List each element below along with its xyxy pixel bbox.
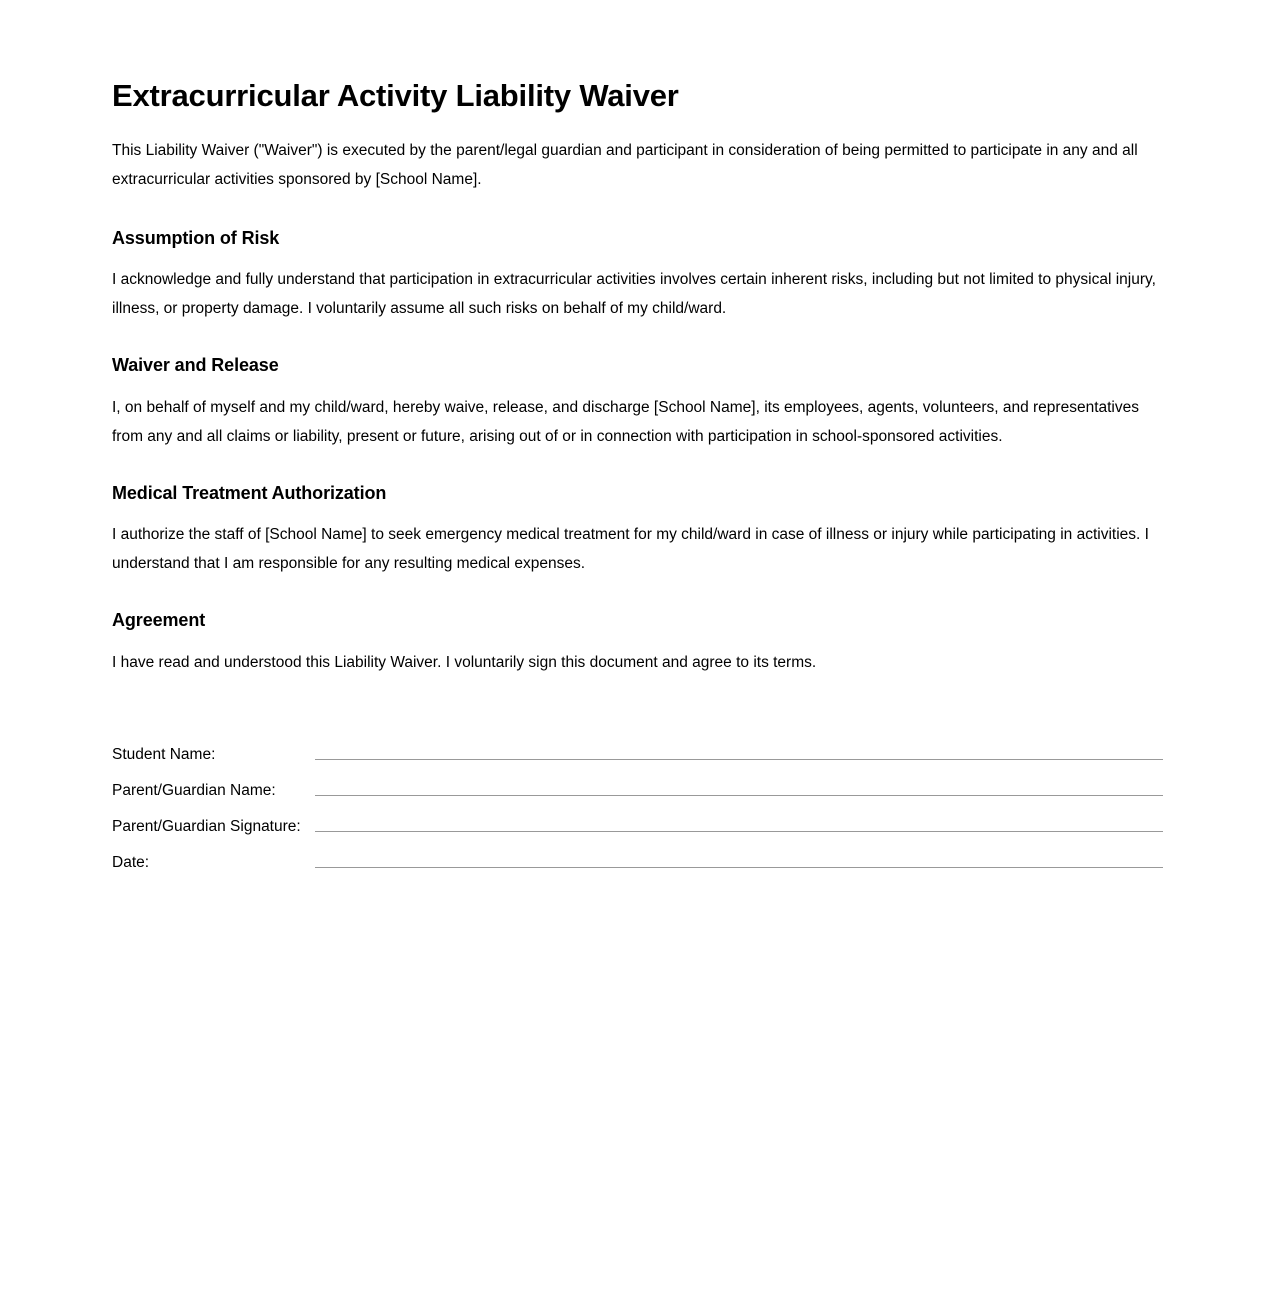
- signature-label: Student Name:: [112, 746, 216, 764]
- section-waiver-and-release: [112, 355, 1163, 451]
- section-heading: Waiver and Release: [112, 355, 279, 376]
- signature-label: Parent/Guardian Signature:: [112, 818, 301, 836]
- signature-row-student-name: [112, 729, 1163, 765]
- signature-row-parent-guardian-name: [112, 765, 1163, 801]
- page-title: Extracurricular Activity Liability Waiver: [112, 78, 679, 113]
- section-body: I authorize the staff of [School Name] to seek emergency medical treatment for my child/ward in case of illness or injury while participating in activities. I understand that I am responsible for any resulting medical expenses.: [112, 526, 1149, 573]
- section-heading: Medical Treatment Authorization: [112, 482, 387, 503]
- signature-field-parent-guardian-name[interactable]: [315, 765, 1163, 801]
- signature-rule[interactable]: [315, 831, 1163, 832]
- signature-block: [112, 729, 1163, 873]
- signature-label: Date:: [112, 854, 150, 872]
- signature-rule[interactable]: [315, 795, 1163, 796]
- signature-rule[interactable]: [315, 759, 1163, 760]
- section-body: I have read and understood this Liability Waiver. I voluntarily sign this document and agree to its terms.: [112, 654, 817, 672]
- section-heading: Agreement: [112, 610, 206, 631]
- section-agreement: [112, 610, 1163, 677]
- signature-field-date[interactable]: [315, 837, 1163, 873]
- section-heading: Assumption of Risk: [112, 227, 280, 248]
- signature-label: Parent/Guardian Name:: [112, 782, 276, 800]
- signature-rule[interactable]: [315, 867, 1163, 868]
- signature-row-date: [112, 837, 1163, 873]
- section-medical-treatment-authorization: [112, 483, 1163, 579]
- section-body: I acknowledge and fully understand that participation in extracurricular activities involves certain inherent risks, including but not limited to physical injury, illness, or property damage. I voluntarily assume all such risks on behalf of my child/ward.: [112, 271, 1156, 318]
- intro-paragraph: This Liability Waiver ("Waiver") is executed by the parent/legal guardian and participant in consideration of being permitted to participate in any and all extracurricular activities sponsored by [School Name].: [112, 141, 1138, 188]
- signature-field-student-name[interactable]: [315, 729, 1163, 765]
- section-body: I, on behalf of myself and my child/ward, hereby waive, release, and discharge [School Name], its employees, agents, volunteers, and representatives from any and all claims or liability, present or future, arising out of or in connection with participation in school-sponsored activities.: [112, 398, 1139, 445]
- signature-field-parent-guardian-signature[interactable]: [315, 801, 1163, 837]
- section-assumption-of-risk: [112, 228, 1163, 324]
- signature-row-parent-guardian-signature: [112, 801, 1163, 837]
